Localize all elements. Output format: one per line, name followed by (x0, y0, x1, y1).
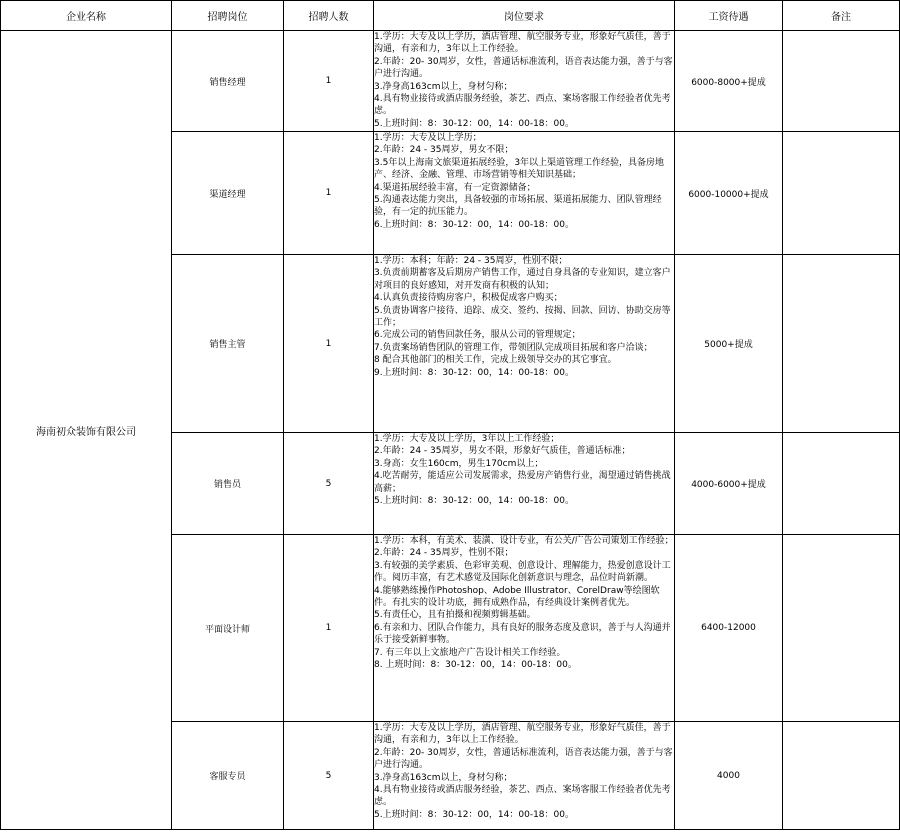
requirement-line: 2.年龄：24 - 35周岁，性别不限； (374, 548, 514, 559)
requirement-line: 2.年龄：20- 30周岁，女性，普通话标准流利，语音表达能力强，善于与客户进行沟通。 (374, 56, 673, 80)
header-position: 招聘岗位 (172, 1, 284, 31)
requirement-line: 4.吃苦耐劳，能适应公司发展需求，热爱房产销售行业，渴望通过销售挑战高薪； (374, 471, 671, 494)
job-count: 5 (284, 433, 374, 535)
job-requirements (374, 255, 675, 433)
requirement-line: 5.有责任心，且有拍摄和视频剪辑基础。 (374, 610, 536, 621)
requirement-line: 9.上班时间：8：30-12：00，14：00-18：00。 (374, 367, 574, 378)
requirement-line: 4.具有物业接待或酒店服务经验，茶艺、西点、案场客服工作经验者优先考虑。 (374, 785, 671, 808)
job-salary: 6000-8000+提成 (675, 31, 783, 132)
requirement-line: 3.有较强的美学素质、色彩审美观、创意设计、理解能力，热爱创意设计工作。阅历丰富，有艺术感觉及国际化创新意识与理念，品位时尚新潮。 (374, 560, 671, 584)
requirement-line: 6.完成公司的销售回款任务，服从公司的管理规定； (374, 330, 581, 341)
requirement-line: 1.学历：本科，有美术、装潢、设计专业，有公关/广告公司策划工作经验； (374, 536, 674, 546)
job-position: 销售主管 (172, 255, 284, 433)
job-salary: 6400-12000 (675, 535, 783, 722)
requirement-line: 5.上班时间：8：30-12：00，14：00-18：00。 (374, 496, 574, 507)
job-requirements (374, 535, 675, 722)
header-company: 企业名称 (1, 1, 172, 31)
job-salary: 5000+提成 (675, 255, 783, 433)
requirement-line: 6.有亲和力、团队合作能力，具有良好的服务态度及意识，善于与人沟通并乐于接受新鲜事物。 (374, 622, 671, 646)
requirement-line: 5.上班时间：8：30-12：00，14：00-18：00。 (374, 118, 574, 129)
requirement-line: 2.年龄：20- 30周岁，女性，普通话标准流利，语音表达能力强，善于与客户进行沟通。 (374, 747, 673, 771)
requirement-line: 1.学历：大专及以上学历，酒店管理、航空服务专业，形象好气质佳，善于沟通，有亲和力，3年以上工作经验。 (374, 723, 671, 746)
job-position: 销售经理 (172, 31, 284, 132)
job-notes (783, 722, 900, 830)
job-notes (783, 433, 900, 535)
job-notes (783, 132, 900, 255)
requirement-line: 5.负责协调客户接待、追踪、成交、签约、按揭、回款、回访、协助交房等工作； (374, 305, 671, 329)
requirement-line: 3.净身高163cm以上，身材匀称； (374, 772, 513, 783)
requirement-line: 6.上班时间：8：30-12：00，14：00-18：00。 (374, 219, 574, 230)
requirement-line: 5.沟通表达能力突出，具备较强的市场拓展、渠道拓展能力、团队管理经验，有一定的抗压能力。 (374, 195, 662, 218)
job-position: 客服专员 (172, 722, 284, 830)
job-count: 1 (284, 535, 374, 722)
job-requirements (374, 31, 675, 132)
requirement-line: 4.认真负责接待购房客户，积极促成客户购买； (374, 293, 563, 304)
job-count: 1 (284, 132, 374, 255)
requirement-line: 1.学历：大专及以上学历； (374, 133, 482, 143)
job-salary: 4000 (675, 722, 783, 830)
job-salary: 4000-6000+提成 (675, 433, 783, 535)
requirement-line: 4.渠道拓展经验丰富，有一定资源储备； (374, 182, 536, 193)
requirement-line: 7.负责案场销售团队的管理工作，带领团队完成项目拓展和客户洽谈； (374, 342, 653, 353)
header-count: 招聘人数 (284, 1, 374, 31)
header-notes: 备注 (783, 1, 900, 31)
requirement-line: 1.学历：本科；年龄：24 - 35周岁，性别不限； (374, 256, 568, 266)
requirement-line: 3.5年以上海南文旅渠道拓展经验，3年以上渠道管理工作经验，具备房地产、经济、金融、管理、市场营销等相关知识基础； (374, 157, 665, 181)
requirement-line: 8 配合其他部门的相关工作，完成上级领导交办的其它事宜。 (374, 355, 617, 366)
job-position: 平面设计师 (172, 535, 284, 722)
requirement-line: 7. 有三年以上文旅地产广告设计相关工作经验。 (374, 647, 566, 658)
job-salary: 6000-10000+提成 (675, 132, 783, 255)
job-notes (783, 535, 900, 722)
requirement-line: 4.能够熟练操作Photoshop、Adobe Illustrator、CorelDraw等绘图软件。有扎实的设计功底，拥有成熟作品，有经典设计案例者优先。 (374, 585, 660, 609)
requirement-line: 2.年龄：24 - 35周岁，男女不限； (374, 145, 514, 156)
requirement-line: 2.年龄：24 - 35周岁，男女不限，形象好气质佳，普通话标准； (374, 446, 631, 457)
job-count: 1 (284, 255, 374, 433)
table-row (1, 31, 900, 132)
job-count: 1 (284, 31, 374, 132)
header-salary: 工资待遇 (675, 1, 783, 31)
requirement-line: 3.身高：女生160cm，男生170cm以上； (374, 458, 544, 469)
job-requirements (374, 433, 675, 535)
job-position: 渠道经理 (172, 132, 284, 255)
header-requirements: 岗位要求 (374, 1, 675, 31)
job-notes (783, 255, 900, 433)
requirement-line: 3.负责前期蓄客及后期房产销售工作，通过自身具备的专业知识，建立客户对项目的良好感知，对开发商有积极的认知； (374, 268, 671, 291)
job-notes (783, 31, 900, 132)
job-requirements (374, 132, 675, 255)
header-row (1, 1, 900, 31)
requirement-line: 8. 上班时间：8：30-12：00，14：00-18：00。 (374, 660, 577, 671)
job-position: 销售员 (172, 433, 284, 535)
requirement-line: 4.具有物业接待或酒店服务经验，茶艺、西点、案场客服工作经验者优先考虑。 (374, 94, 671, 117)
job-requirements (374, 722, 675, 830)
job-count: 5 (284, 722, 374, 830)
requirement-line: 1.学历：大专及以上学历，酒店管理、航空服务专业，形象好气质佳，善于沟通，有亲和力，3年以上工作经验。 (374, 32, 671, 55)
requirement-line: 1.学历：大专及以上学历，3年以上工作经验； (374, 434, 560, 444)
company-name: 海南初众装饰有限公司 (1, 31, 172, 830)
requirement-line: 3.净身高163cm以上，身材匀称； (374, 81, 513, 92)
requirement-line: 5.上班时间：8：30-12：00，14：00-18：00。 (374, 809, 574, 820)
